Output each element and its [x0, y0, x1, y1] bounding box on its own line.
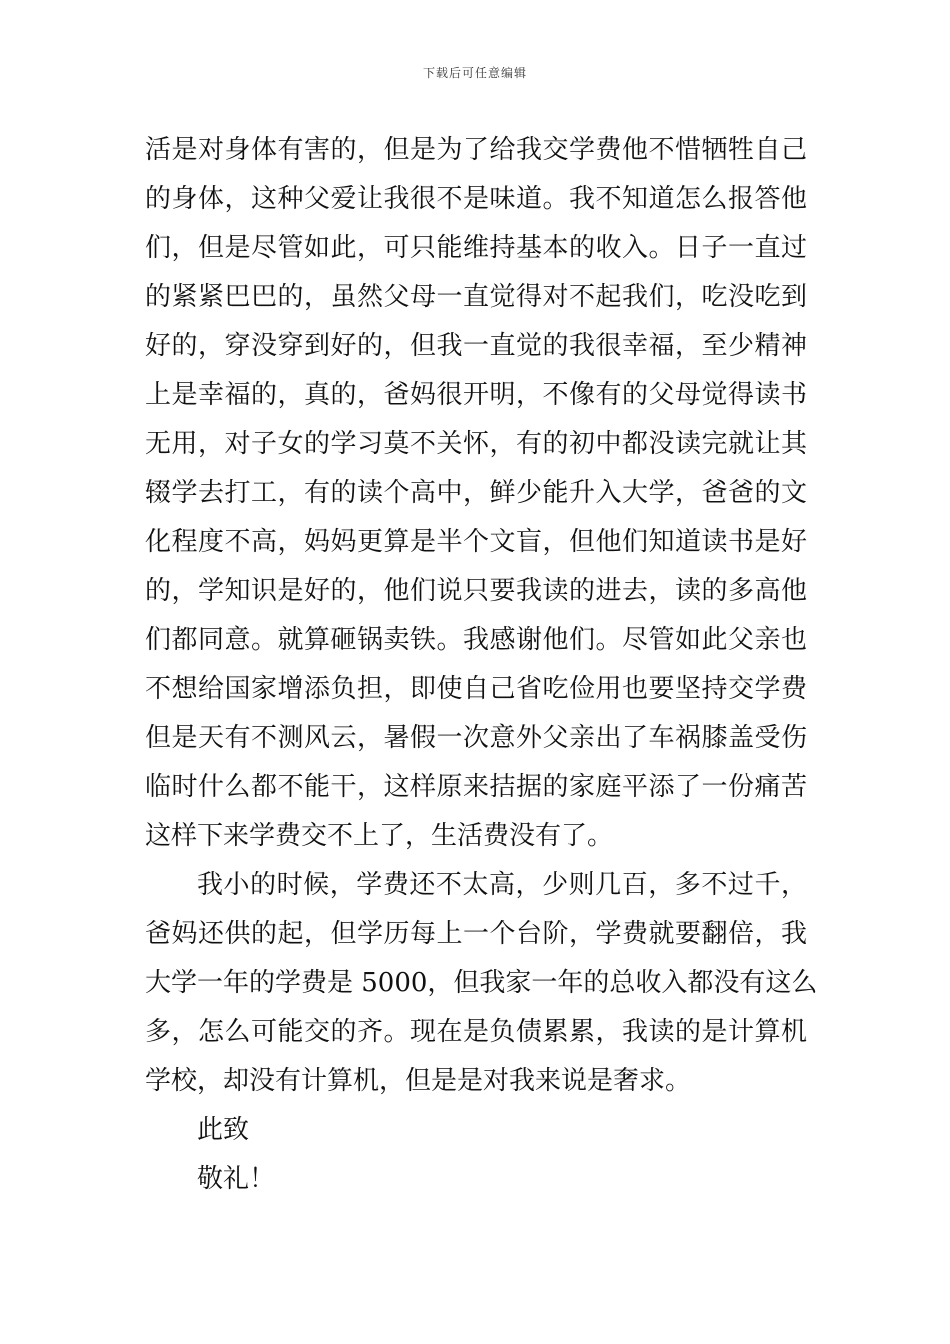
text-line: 不想给国家增添负担，即使自己省吃俭用也要坚持交学费 — [145, 674, 807, 704]
text-line: 活是对身体有害的，但是为了给我交学费他不惜牺牲自己 — [145, 135, 807, 165]
closing — [145, 1106, 807, 1204]
paragraph-1 — [145, 126, 807, 861]
paragraph-2 — [145, 861, 818, 1106]
text-line: 辍学去打工，有的读个高中，鲜少能升入大学，爸爸的文 — [145, 478, 807, 508]
text-line: 无用，对子女的学习莫不关怀，有的初中都没读完就让其 — [145, 429, 807, 459]
text-line: 的，学知识是好的，他们说只要我读的进去，读的多高他 — [145, 576, 807, 606]
text-line: 好的，穿没穿到好的，但我一直觉的我很幸福，至少精神 — [145, 331, 807, 361]
text-line: 临时什么都不能干，这样原来拮据的家庭平添了一份痛苦 — [145, 772, 807, 802]
text-line: 爸妈还供的起，但学历每上一个台阶，学费就要翻倍，我 — [145, 919, 807, 949]
page-header: 下载后可任意编辑 — [422, 66, 527, 80]
text-line: 的身体，这种父爱让我很不是味道。我不知道怎么报答他 — [145, 184, 807, 214]
text-line: 我小的时候，学费还不太高，少则几百，多不过千， — [197, 870, 807, 900]
text-line: 的紧紧巴巴的，虽然父母一直觉得对不起我们，吃没吃到 — [145, 282, 807, 312]
text-line: 们，但是尽管如此，可只能维持基本的收入。日子一直过 — [145, 233, 807, 263]
text-line: 大学一年的学费是 5000，但我家一年的总收入都没有这么 — [145, 968, 818, 998]
text-line: 学校，却没有计算机，但是是对我来说是奢求。 — [145, 1066, 692, 1096]
text-line: 上是幸福的，真的，爸妈很开明，不像有的父母觉得读书 — [145, 380, 807, 410]
text-line: 这样下来学费交不上了，生活费没有了。 — [145, 821, 614, 851]
text-line: 们都同意。就算砸锅卖铁。我感谢他们。尽管如此父亲也 — [145, 625, 807, 655]
text-line: 但是天有不测风云，暑假一次意外父亲出了车祸膝盖受伤 — [145, 723, 807, 753]
closing-salutation: 此致 — [197, 1115, 250, 1145]
letter-body — [145, 126, 818, 1204]
text-line: 化程度不高，妈妈更算是半个文盲，但他们知道读书是好 — [145, 527, 807, 557]
text-line: 多，怎么可能交的齐。现在是负债累累，我读的是计算机 — [145, 1017, 807, 1047]
closing-regards: 敬礼！ — [197, 1164, 276, 1194]
